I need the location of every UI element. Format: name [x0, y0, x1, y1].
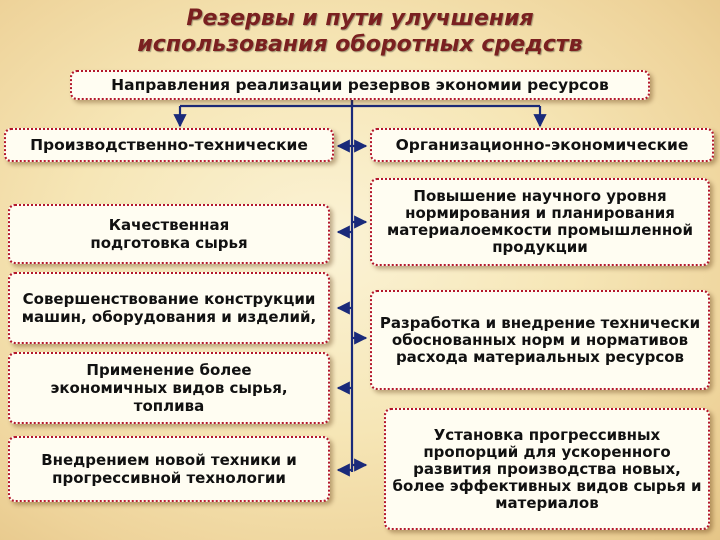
top-box: Направления реализации резервов экономии ресурсов [70, 70, 650, 100]
title-line-1: Резервы и пути улучшения [186, 6, 534, 31]
right-header-box: Организационно-экономические [370, 128, 714, 162]
title-line-2: использования оборотных средств [137, 32, 583, 57]
right-item-3: Установка прогрессивных пропорций для ускоренного развития производства новых, более эффективных видов сырья и материалов [384, 408, 710, 530]
right-item-2: Разработка и внедрение технически обоснованных норм и нормативов расхода материальных ресурсов [370, 290, 710, 390]
left-item-2: Совершенствование конструкции машин, оборудования и изделий, [8, 272, 330, 344]
left-item-3: Применение более экономичных видов сырья, топлива [8, 352, 330, 424]
right-item-1: Повышение научного уровня нормирования и планирования материалоемкости промышленной продукции [370, 178, 710, 266]
left-item-1: Качественная подготовка сырья [8, 204, 330, 264]
left-header-box: Производственно-технические [4, 128, 334, 162]
left-item-4: Внедрением новой техники и прогрессивной технологии [8, 436, 330, 502]
